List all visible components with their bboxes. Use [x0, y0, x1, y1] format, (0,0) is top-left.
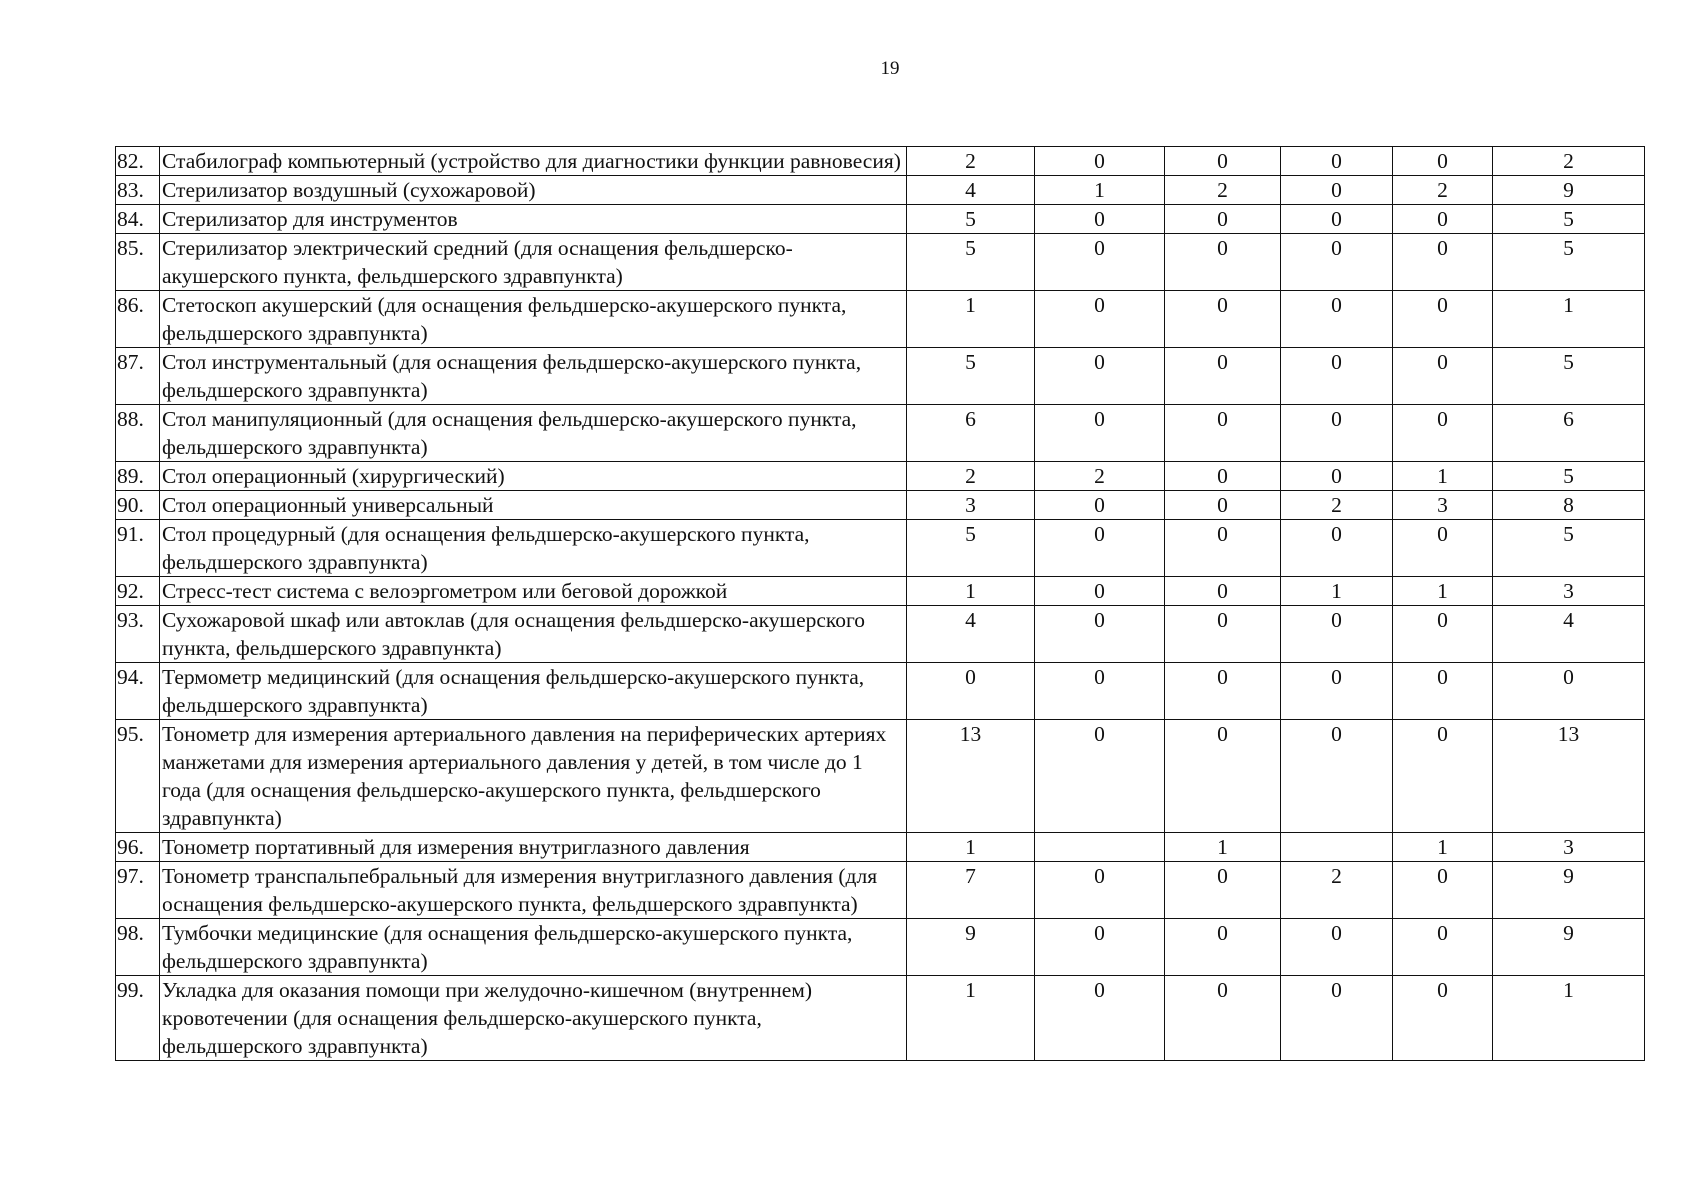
equipment-name: Стерилизатор для инструментов [160, 205, 907, 234]
value-cell: 0 [1393, 976, 1493, 1061]
equipment-name: Тумбочки медицинские (для оснащения фельдшерско-акушерского пункта, фельдшерского здравпункта) [160, 919, 907, 976]
table-row [116, 833, 1645, 862]
value-cell: 5 [907, 205, 1035, 234]
table-row [116, 520, 1645, 577]
value-cell: 0 [1035, 348, 1165, 405]
equipment-name: Стабилограф компьютерный (устройство для диагностики функции равновесия) [160, 147, 907, 176]
value-cell: 0 [1165, 405, 1281, 462]
page-number: 19 [880, 58, 900, 79]
value-cell: 1 [1165, 833, 1281, 862]
row-number: 96. [116, 833, 160, 862]
value-cell: 0 [1035, 234, 1165, 291]
equipment-name: Стол инструментальный (для оснащения фельдшерско-акушерского пункта, фельдшерского здравпункта) [160, 348, 907, 405]
value-cell: 0 [1393, 205, 1493, 234]
value-cell: 0 [1393, 606, 1493, 663]
value-cell: 0 [1281, 462, 1393, 491]
value-cell: 0 [1281, 176, 1393, 205]
total-cell: 2 [1493, 147, 1645, 176]
value-cell: 1 [1393, 833, 1493, 862]
equipment-name: Стресс-тест система с велоэргометром или беговой дорожкой [160, 577, 907, 606]
total-cell: 8 [1493, 491, 1645, 520]
value-cell: 0 [1035, 663, 1165, 720]
value-cell: 1 [1035, 176, 1165, 205]
total-cell: 6 [1493, 405, 1645, 462]
row-number: 95. [116, 720, 160, 833]
equipment-name: Термометр медицинский (для оснащения фельдшерско-акушерского пункта, фельдшерского здравпункта) [160, 663, 907, 720]
row-number: 90. [116, 491, 160, 520]
value-cell: 0 [1035, 291, 1165, 348]
value-cell: 2 [1035, 462, 1165, 491]
equipment-name: Тонометр портативный для измерения внутриглазного давления [160, 833, 907, 862]
equipment-name: Стол операционный (хирургический) [160, 462, 907, 491]
table-row [116, 462, 1645, 491]
value-cell: 1 [907, 577, 1035, 606]
value-cell: 4 [907, 606, 1035, 663]
row-number: 89. [116, 462, 160, 491]
total-cell: 4 [1493, 606, 1645, 663]
value-cell [1035, 833, 1165, 862]
equipment-name: Тонометр для измерения артериального давления на периферических артериях манжетами для измерения артериального давления у детей, в том числе до 1 года (для оснащения фельдшерско-акушерского пункта, фельдшерского здравпункта) [160, 720, 907, 833]
value-cell: 1 [907, 976, 1035, 1061]
row-number: 86. [116, 291, 160, 348]
equipment-name: Стетоскоп акушерский (для оснащения фельдшерско-акушерского пункта, фельдшерского здравпункта) [160, 291, 907, 348]
table-row [116, 234, 1645, 291]
value-cell: 0 [1393, 291, 1493, 348]
value-cell: 0 [1393, 234, 1493, 291]
value-cell: 0 [907, 663, 1035, 720]
row-number: 91. [116, 520, 160, 577]
value-cell: 0 [1281, 976, 1393, 1061]
total-cell: 3 [1493, 833, 1645, 862]
equipment-name: Сухожаровой шкаф или автоклав (для оснащения фельдшерско-акушерского пункта, фельдшерского здравпункта) [160, 606, 907, 663]
value-cell: 0 [1165, 147, 1281, 176]
equipment-name: Укладка для оказания помощи при желудочно-кишечном (внутреннем) кровотечении (для оснащения фельдшерско-акушерского пункта, фельдшерского здравпункта) [160, 976, 907, 1061]
value-cell: 0 [1281, 663, 1393, 720]
table-row [116, 663, 1645, 720]
row-number: 82. [116, 147, 160, 176]
row-number: 92. [116, 577, 160, 606]
row-number: 85. [116, 234, 160, 291]
value-cell: 0 [1035, 520, 1165, 577]
total-cell: 5 [1493, 205, 1645, 234]
value-cell: 0 [1281, 520, 1393, 577]
value-cell: 0 [1165, 491, 1281, 520]
value-cell: 0 [1035, 720, 1165, 833]
value-cell: 1 [1393, 577, 1493, 606]
table-row [116, 147, 1645, 176]
value-cell: 0 [1281, 234, 1393, 291]
equipment-name: Стол операционный универсальный [160, 491, 907, 520]
value-cell: 0 [1281, 720, 1393, 833]
value-cell: 3 [907, 491, 1035, 520]
value-cell: 0 [1035, 606, 1165, 663]
value-cell: 0 [1165, 862, 1281, 919]
value-cell: 0 [1393, 147, 1493, 176]
table-row [116, 976, 1645, 1061]
value-cell: 0 [1281, 291, 1393, 348]
row-number: 88. [116, 405, 160, 462]
equipment-name: Стерилизатор электрический средний (для оснащения фельдшерско-акушерского пункта, фельдшерского здравпункта) [160, 234, 907, 291]
table-row [116, 720, 1645, 833]
table-row [116, 291, 1645, 348]
value-cell: 0 [1035, 976, 1165, 1061]
value-cell: 0 [1165, 577, 1281, 606]
value-cell: 5 [907, 234, 1035, 291]
value-cell: 0 [1035, 577, 1165, 606]
value-cell: 1 [907, 833, 1035, 862]
value-cell: 0 [1035, 919, 1165, 976]
value-cell: 2 [1281, 862, 1393, 919]
value-cell: 0 [1165, 348, 1281, 405]
value-cell: 0 [1393, 663, 1493, 720]
value-cell: 0 [1393, 405, 1493, 462]
value-cell: 5 [907, 348, 1035, 405]
value-cell: 0 [1035, 862, 1165, 919]
value-cell: 0 [1281, 205, 1393, 234]
total-cell: 5 [1493, 462, 1645, 491]
value-cell: 0 [1281, 348, 1393, 405]
equipment-table [115, 146, 1645, 1061]
value-cell: 0 [1165, 291, 1281, 348]
value-cell: 0 [1035, 405, 1165, 462]
value-cell: 2 [1165, 176, 1281, 205]
value-cell: 0 [1281, 919, 1393, 976]
row-number: 94. [116, 663, 160, 720]
value-cell: 4 [907, 176, 1035, 205]
value-cell: 0 [1393, 348, 1493, 405]
value-cell: 6 [907, 405, 1035, 462]
total-cell: 9 [1493, 176, 1645, 205]
table-row [116, 491, 1645, 520]
value-cell: 9 [907, 919, 1035, 976]
value-cell: 7 [907, 862, 1035, 919]
value-cell: 0 [1165, 976, 1281, 1061]
table-row [116, 176, 1645, 205]
total-cell: 1 [1493, 291, 1645, 348]
table-row [116, 862, 1645, 919]
equipment-name: Стол процедурный (для оснащения фельдшерско-акушерского пункта, фельдшерского здравпункта) [160, 520, 907, 577]
row-number: 87. [116, 348, 160, 405]
value-cell [1281, 833, 1393, 862]
value-cell: 1 [907, 291, 1035, 348]
total-cell: 5 [1493, 234, 1645, 291]
value-cell: 1 [1281, 577, 1393, 606]
value-cell: 13 [907, 720, 1035, 833]
value-cell: 2 [1393, 176, 1493, 205]
value-cell: 0 [1165, 205, 1281, 234]
equipment-name: Стерилизатор воздушный (сухожаровой) [160, 176, 907, 205]
value-cell: 2 [1281, 491, 1393, 520]
value-cell: 0 [1165, 520, 1281, 577]
value-cell: 0 [1165, 234, 1281, 291]
value-cell: 0 [1281, 405, 1393, 462]
row-number: 84. [116, 205, 160, 234]
row-number: 98. [116, 919, 160, 976]
total-cell: 5 [1493, 520, 1645, 577]
value-cell: 0 [1035, 491, 1165, 520]
table-row [116, 577, 1645, 606]
value-cell: 0 [1035, 205, 1165, 234]
equipment-name: Стол манипуляционный (для оснащения фельдшерско-акушерского пункта, фельдшерского здравпункта) [160, 405, 907, 462]
total-cell: 3 [1493, 577, 1645, 606]
value-cell: 0 [1281, 147, 1393, 176]
value-cell: 0 [1393, 520, 1493, 577]
total-cell: 0 [1493, 663, 1645, 720]
value-cell: 2 [907, 147, 1035, 176]
value-cell: 0 [1393, 862, 1493, 919]
value-cell: 3 [1393, 491, 1493, 520]
total-cell: 9 [1493, 862, 1645, 919]
row-number: 97. [116, 862, 160, 919]
value-cell: 0 [1281, 606, 1393, 663]
value-cell: 0 [1165, 720, 1281, 833]
row-number: 99. [116, 976, 160, 1061]
value-cell: 0 [1393, 919, 1493, 976]
total-cell: 1 [1493, 976, 1645, 1061]
table-row [116, 405, 1645, 462]
table-row [116, 205, 1645, 234]
value-cell: 2 [907, 462, 1035, 491]
value-cell: 0 [1035, 147, 1165, 176]
value-cell: 0 [1165, 462, 1281, 491]
table-row [116, 919, 1645, 976]
value-cell: 0 [1393, 720, 1493, 833]
total-cell: 5 [1493, 348, 1645, 405]
value-cell: 0 [1165, 663, 1281, 720]
table-row [116, 348, 1645, 405]
value-cell: 0 [1165, 606, 1281, 663]
row-number: 93. [116, 606, 160, 663]
value-cell: 1 [1393, 462, 1493, 491]
total-cell: 13 [1493, 720, 1645, 833]
row-number: 83. [116, 176, 160, 205]
value-cell: 5 [907, 520, 1035, 577]
table-row [116, 606, 1645, 663]
equipment-name: Тонометр транспальпебральный для измерения внутриглазного давления (для оснащения фельдшерско-акушерского пункта, фельдшерского здравпункта) [160, 862, 907, 919]
value-cell: 0 [1165, 919, 1281, 976]
total-cell: 9 [1493, 919, 1645, 976]
